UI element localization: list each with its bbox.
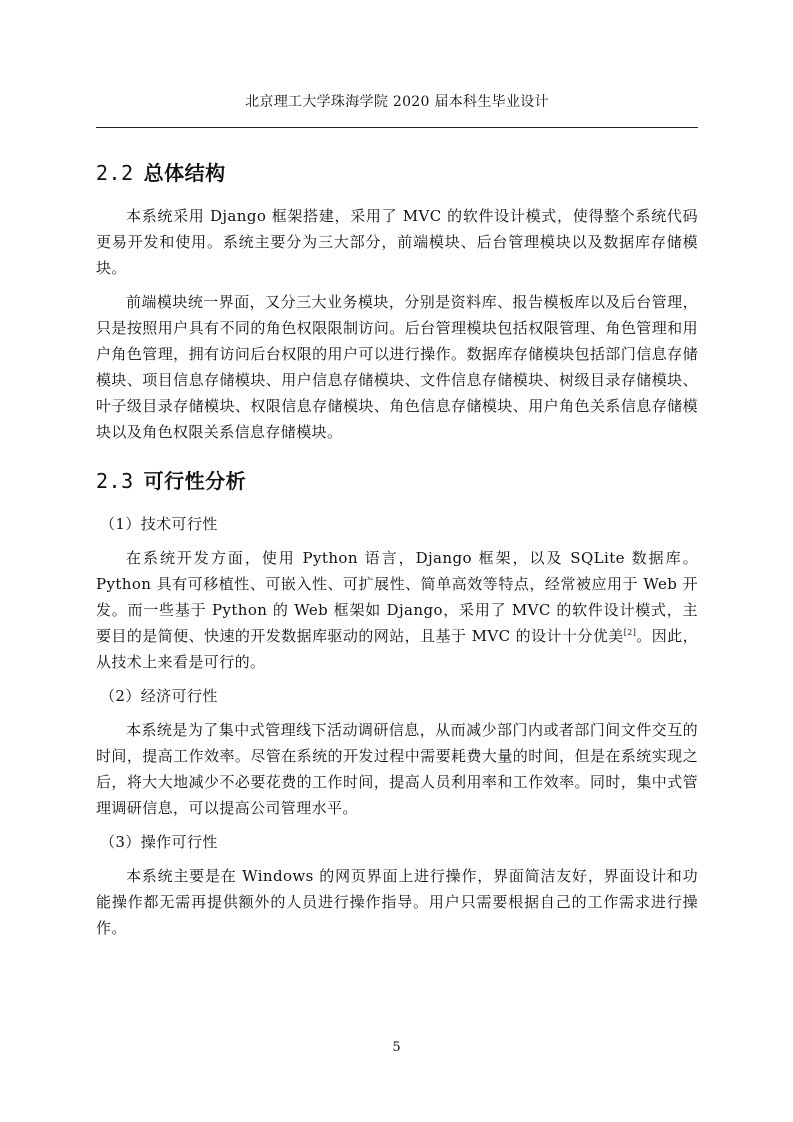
section-heading-2-3 (96, 461, 698, 501)
section-number: 2.3 (96, 469, 134, 493)
paragraph-text: 在系统开发方面，使用 Python 语言，Django 框架，以及 SQLite 数据库。Python 具有可移植性、可嵌入性、可扩展性、简单高效等特点，经常被应用于 Web 开发。而一些基于 Python 的 Web 框架如 Django，采用了 MVC 的软件设计模式，主要目的是简便、快速的开发数据库驱动的网站，且基于 MVC 的设计十分优美 (96, 549, 698, 645)
body-paragraph-operational: 本系统主要是在 Windows 的网页界面上进行操作，界面简洁友好，界面设计和功能操作都无需再提供额外的人员进行操作指导。用户只需要根据自己的工作需求进行操作。 (96, 867, 698, 937)
citation-reference: [2] (623, 628, 637, 637)
page-number: 5 (392, 1040, 401, 1055)
running-header: 北京理工大学珠海学院 2020 届本科生毕业设计 (245, 94, 549, 110)
section-title: 总体结构 (143, 161, 226, 185)
body-paragraph: 本系统采用 Django 框架搭建，采用了 MVC 的软件设计模式，使得整个系统代码更易开发和使用。系统主要分为三大部分，前端模块、后台管理模块以及数据库存储模块。 (96, 207, 698, 277)
subsection-heading-technical: （1）技术可行性 (100, 515, 218, 533)
subsection-heading-operational: （3）操作可行性 (100, 833, 218, 851)
body-paragraph-economic: 本系统是为了集中式管理线下活动调研信息，从而减少部门内或者部门间文件交互的时间，提高工作效率。尽管在系统的开发过程中需要耗费大量的时间，但是在系统实现之后，将大大地减少不必要花费的工作时间，提高人员利用率和工作效率。同时，集中式管理调研信息，可以提高公司管理水平。 (96, 721, 698, 817)
section-heading-2-2 (96, 153, 698, 193)
body-paragraph-technical (96, 545, 698, 675)
body-paragraph: 前端模块统一界面，又分三大业务模块，分别是资料库、报告模板库以及后台管理，只是按照用户具有不同的角色权限限制访问。后台管理模块包括权限管理、角色管理和用户角色管理，拥有访问后台权限的用户可以进行操作。数据库存储模块包括部门信息存储模块、项目信息存储模块、用户信息存储模块、文件信息存储模块、树级目录存储模块、叶子级目录存储模块、权限信息存储模块、角色信息存储模块、用户角色关系信息存储模块以及角色权限关系信息存储模块。 (96, 293, 698, 441)
section-title: 可行性分析 (143, 469, 247, 493)
paragraph-text: 。因此，从技术上来看是可行的。 (96, 627, 698, 671)
header-rule (96, 127, 698, 128)
page-body (96, 150, 698, 941)
subsection-heading-economic: （2）经济可行性 (100, 687, 218, 705)
section-number: 2.2 (96, 161, 134, 185)
